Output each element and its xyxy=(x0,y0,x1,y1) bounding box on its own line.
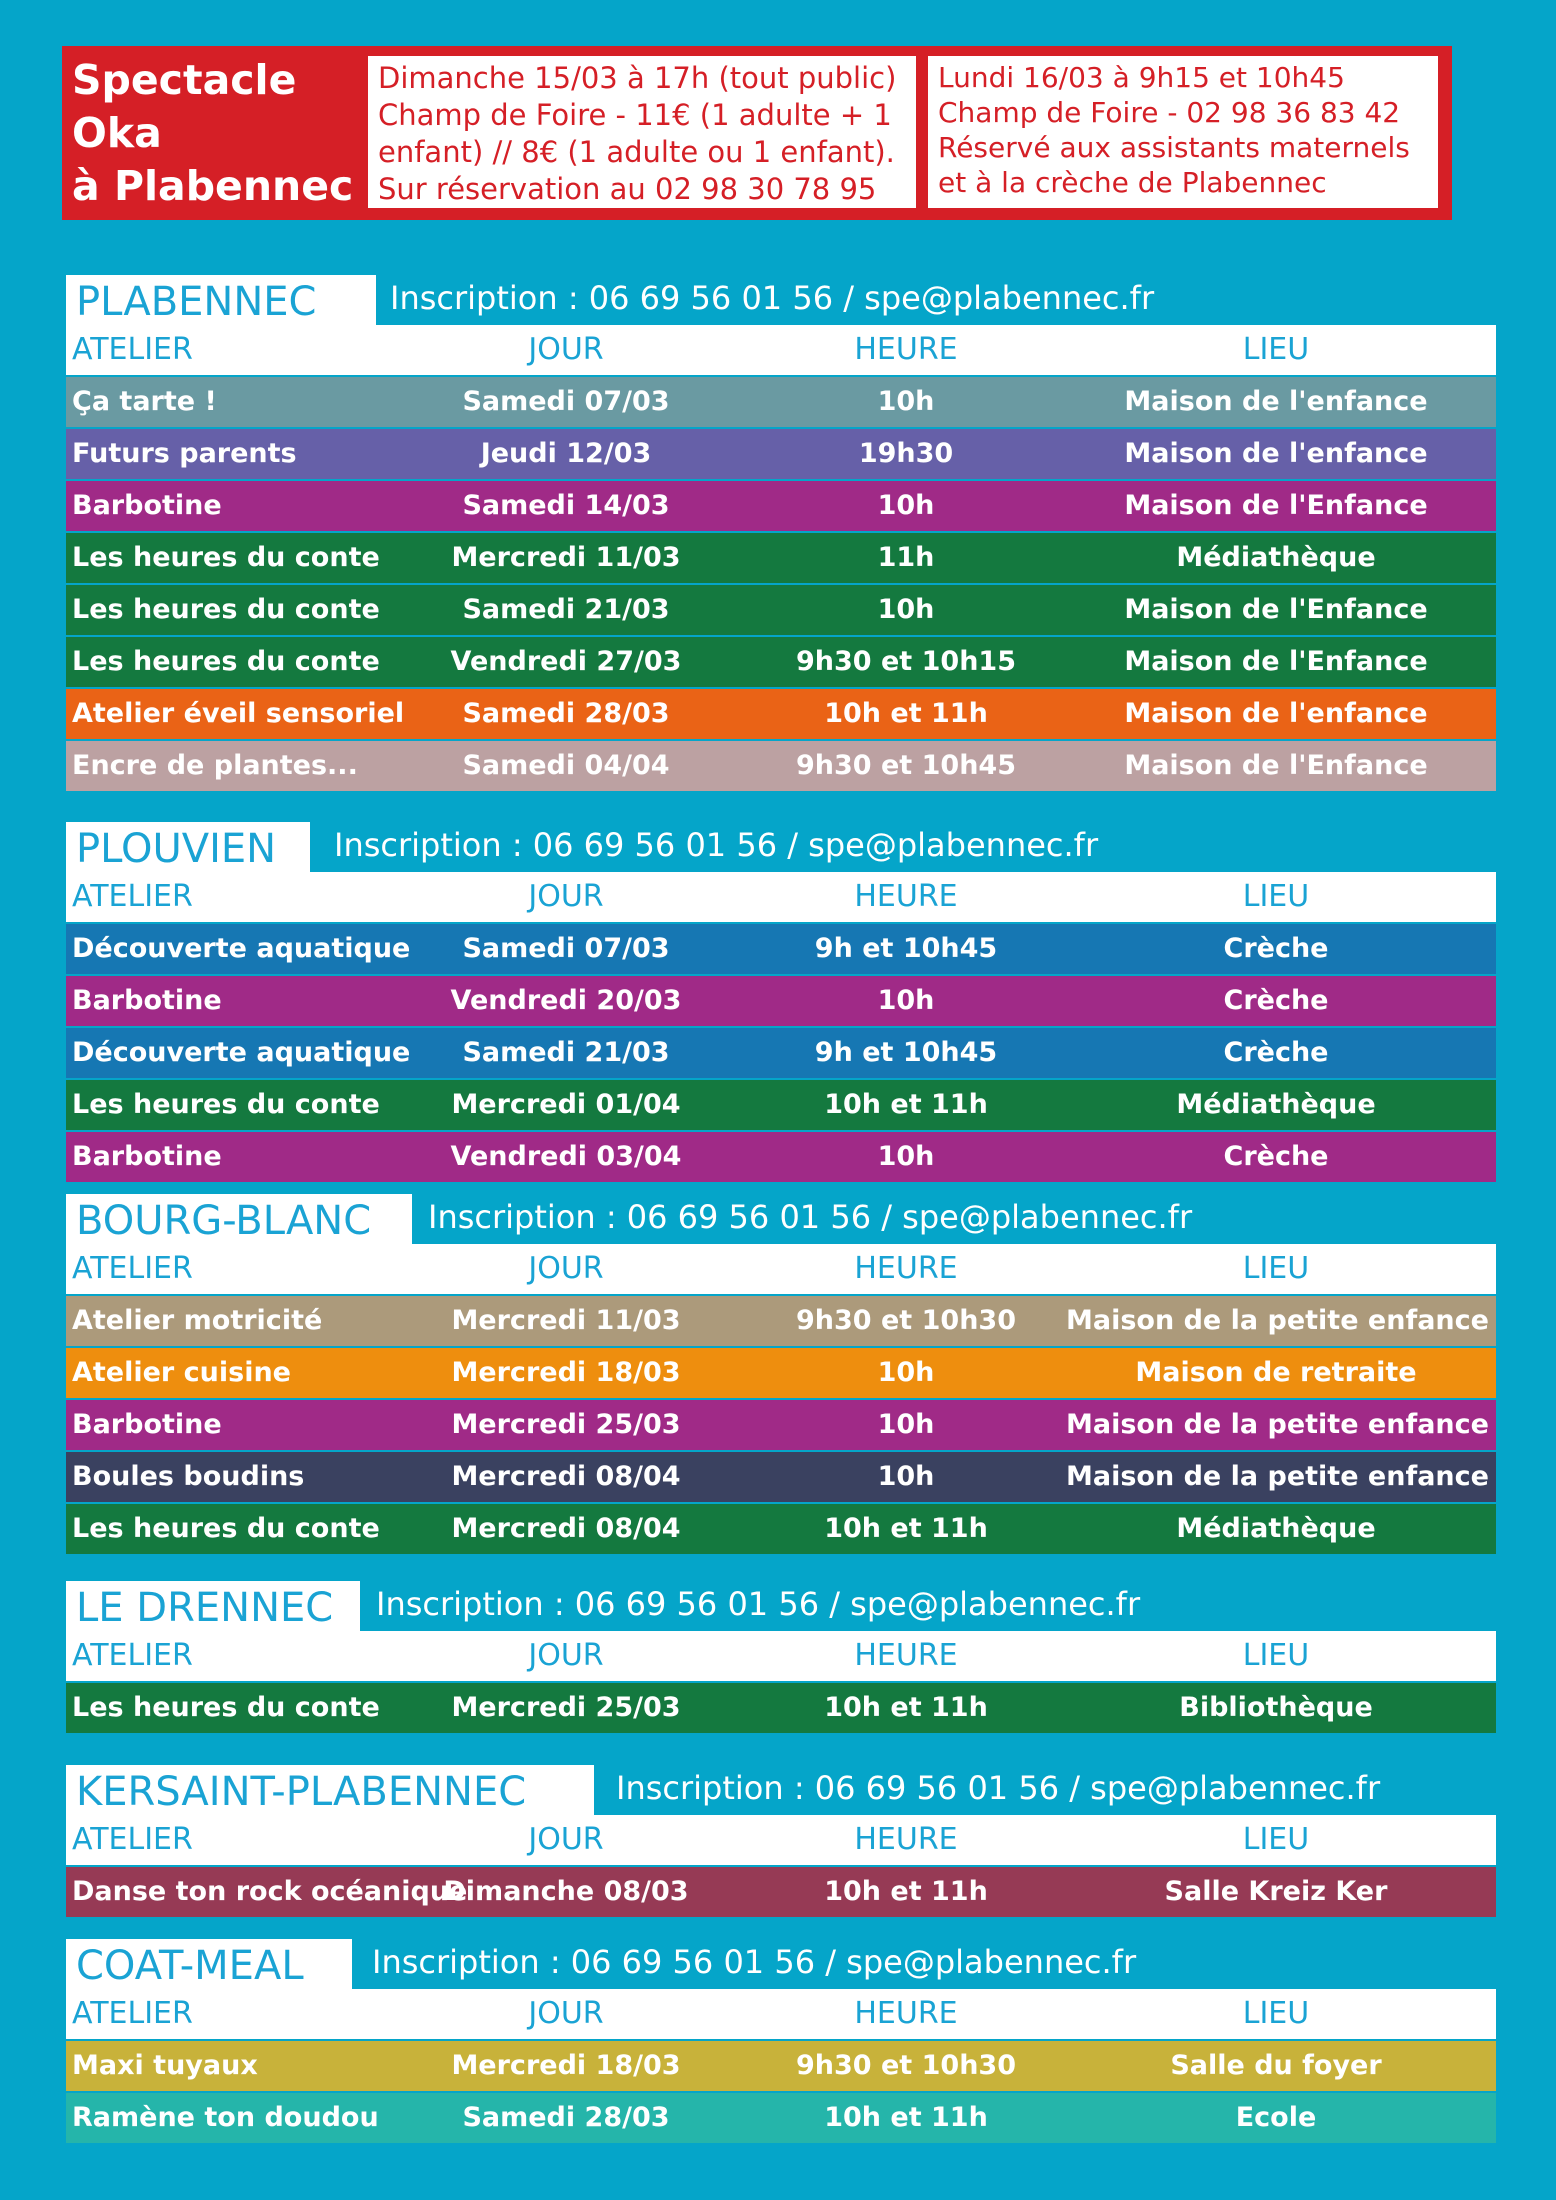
banner-title-line: à Plabennec xyxy=(72,162,354,210)
table-row xyxy=(66,976,1496,1026)
cell-jour: Mercredi 01/04 xyxy=(451,1089,681,1120)
cell-heure: 10h xyxy=(877,386,935,417)
column-header-atelier: ATELIER xyxy=(72,332,193,367)
cell-jour: Mercredi 11/03 xyxy=(451,542,681,573)
cell-heure: 9h30 et 10h30 xyxy=(796,2050,1016,2081)
column-header-lieu: LIEU xyxy=(1242,332,1310,367)
cell-atelier: Futurs parents xyxy=(72,438,297,469)
column-header-atelier: ATELIER xyxy=(72,1251,193,1286)
table-row xyxy=(66,429,1496,479)
cell-lieu: Maison de l'Enfance xyxy=(1124,646,1428,677)
table-row xyxy=(66,637,1496,687)
cell-atelier: Découverte aquatique xyxy=(72,1037,411,1068)
section-title: PLOUVIEN xyxy=(66,822,310,872)
table-row xyxy=(66,2041,1496,2091)
table-row xyxy=(66,1867,1496,1917)
banner-public-info xyxy=(368,56,916,208)
table-row xyxy=(66,1028,1496,1078)
cell-jour: Mercredi 25/03 xyxy=(451,1692,681,1723)
banner-title-line: Oka xyxy=(72,109,162,157)
banner-professional-info xyxy=(928,56,1438,208)
table-row xyxy=(66,2093,1496,2143)
cell-heure: 10h et 11h xyxy=(824,1692,988,1723)
cell-lieu: Maison de l'Enfance xyxy=(1124,490,1428,521)
cell-lieu: Maison de la petite enfance xyxy=(1066,1461,1489,1492)
cell-atelier: Les heures du conte xyxy=(72,542,380,573)
section-bourg-blanc xyxy=(66,1194,1496,1548)
cell-atelier: Les heures du conte xyxy=(72,1089,380,1120)
cell-jour: Samedi 21/03 xyxy=(462,594,670,625)
table-row xyxy=(66,1683,1496,1733)
cell-lieu: Bibliothèque xyxy=(1179,1692,1373,1723)
cell-jour: Samedi 14/03 xyxy=(462,490,670,521)
inscription-info: Inscription : 06 69 56 01 56 / spe@plabennec.fr xyxy=(376,1585,1141,1623)
table-row xyxy=(66,481,1496,531)
column-header-atelier: ATELIER xyxy=(72,1638,193,1673)
cell-lieu: Crèche xyxy=(1223,985,1329,1016)
cell-atelier: Atelier éveil sensoriel xyxy=(72,698,405,729)
inscription-info: Inscription : 06 69 56 01 56 / spe@plabennec.fr xyxy=(616,1769,1381,1807)
cell-jour: Dimanche 08/03 xyxy=(443,1876,689,1907)
cell-jour: Mercredi 08/04 xyxy=(451,1513,681,1544)
column-header-lieu: LIEU xyxy=(1242,1822,1310,1857)
cell-atelier: Les heures du conte xyxy=(72,646,380,677)
cell-heure: 10h et 11h xyxy=(824,1513,988,1544)
section-le-drennec xyxy=(66,1581,1496,1735)
column-header-jour: JOUR xyxy=(528,879,604,914)
cell-lieu: Salle du foyer xyxy=(1170,2050,1382,2081)
banner-info-line: Réservé aux assistants maternels xyxy=(938,131,1410,164)
column-header-lieu: LIEU xyxy=(1242,879,1310,914)
cell-heure: 10h et 11h xyxy=(824,1876,988,1907)
cell-jour: Samedi 28/03 xyxy=(462,2102,670,2133)
inscription-info: Inscription : 06 69 56 01 56 / spe@plabennec.fr xyxy=(372,1943,1137,1981)
cell-heure: 19h30 xyxy=(858,438,954,469)
section-title: LE DRENNEC xyxy=(66,1581,360,1631)
table-row xyxy=(66,1504,1496,1554)
column-header-lieu: LIEU xyxy=(1242,1638,1310,1673)
banner-title xyxy=(72,54,412,213)
cell-atelier: Les heures du conte xyxy=(72,1692,380,1723)
section-title: PLABENNEC xyxy=(66,275,376,325)
cell-jour: Mercredi 25/03 xyxy=(451,1409,681,1440)
table-row xyxy=(66,924,1496,974)
cell-atelier: Encre de plantes... xyxy=(72,750,358,781)
cell-lieu: Crèche xyxy=(1223,1037,1329,1068)
cell-jour: Samedi 07/03 xyxy=(462,386,670,417)
column-header-jour: JOUR xyxy=(528,1822,604,1857)
column-header-atelier: ATELIER xyxy=(72,879,193,914)
table-header xyxy=(66,1244,1496,1294)
table-row xyxy=(66,377,1496,427)
cell-lieu: Ecole xyxy=(1235,2102,1317,2133)
table-row xyxy=(66,1348,1496,1398)
column-header-heure: HEURE xyxy=(854,879,958,914)
cell-lieu: Maison de l'Enfance xyxy=(1124,750,1428,781)
cell-atelier: Maxi tuyaux xyxy=(72,2050,258,2081)
section-plouvien xyxy=(66,822,1496,1176)
spectacle-banner xyxy=(62,46,1452,220)
cell-atelier: Barbotine xyxy=(72,985,222,1016)
cell-lieu: Crèche xyxy=(1223,933,1329,964)
table-row xyxy=(66,741,1496,791)
table-header xyxy=(66,1989,1496,2039)
cell-jour: Samedi 04/04 xyxy=(462,750,670,781)
cell-jour: Vendredi 20/03 xyxy=(450,985,682,1016)
cell-atelier: Ça tarte ! xyxy=(72,386,217,417)
cell-atelier: Danse ton rock océanique xyxy=(72,1876,468,1907)
section-title: KERSAINT-PLABENNEC xyxy=(66,1765,594,1815)
cell-heure: 10h et 11h xyxy=(824,1089,988,1120)
section-plabennec xyxy=(66,275,1496,779)
cell-lieu: Maison de la petite enfance xyxy=(1066,1409,1489,1440)
section-title: COAT-MEAL xyxy=(66,1939,352,1989)
cell-lieu: Crèche xyxy=(1223,1141,1329,1172)
cell-lieu: Médiathèque xyxy=(1176,542,1376,573)
cell-heure: 10h xyxy=(877,1461,935,1492)
cell-lieu: Maison de retraite xyxy=(1135,1357,1417,1388)
table-header xyxy=(66,325,1496,375)
cell-lieu: Médiathèque xyxy=(1176,1089,1376,1120)
cell-heure: 10h xyxy=(877,594,935,625)
column-header-jour: JOUR xyxy=(528,1638,604,1673)
cell-jour: Mercredi 18/03 xyxy=(451,1357,681,1388)
cell-lieu: Maison de la petite enfance xyxy=(1066,1305,1489,1336)
cell-heure: 10h xyxy=(877,1141,935,1172)
section-coat-meal xyxy=(66,1939,1496,2143)
section-title: BOURG-BLANC xyxy=(66,1194,412,1244)
cell-jour: Samedi 21/03 xyxy=(462,1037,670,1068)
cell-atelier: Atelier cuisine xyxy=(72,1357,291,1388)
column-header-atelier: ATELIER xyxy=(72,1822,193,1857)
column-header-jour: JOUR xyxy=(528,1996,604,2031)
cell-jour: Mercredi 18/03 xyxy=(451,2050,681,2081)
table-row xyxy=(66,689,1496,739)
inscription-info: Inscription : 06 69 56 01 56 / spe@plabennec.fr xyxy=(334,826,1099,864)
banner-info-line: Champ de Foire - 11€ (1 adulte + 1 xyxy=(378,98,892,132)
cell-lieu: Maison de l'enfance xyxy=(1124,438,1428,469)
column-header-heure: HEURE xyxy=(854,1251,958,1286)
cell-atelier: Les heures du conte xyxy=(72,1513,380,1544)
cell-heure: 10h xyxy=(877,1409,935,1440)
cell-atelier: Ramène ton doudou xyxy=(72,2102,379,2133)
cell-heure: 9h30 et 10h30 xyxy=(796,1305,1016,1336)
column-header-lieu: LIEU xyxy=(1242,1996,1310,2031)
cell-lieu: Médiathèque xyxy=(1176,1513,1376,1544)
table-row xyxy=(66,1132,1496,1182)
banner-info-line: Lundi 16/03 à 9h15 et 10h45 xyxy=(938,61,1345,94)
table-row xyxy=(66,585,1496,635)
banner-info-line: enfant) // 8€ (1 adulte ou 1 enfant). xyxy=(378,135,895,169)
cell-jour: Samedi 07/03 xyxy=(462,933,670,964)
cell-heure: 10h xyxy=(877,490,935,521)
cell-heure: 9h30 et 10h45 xyxy=(796,750,1016,781)
cell-lieu: Maison de l'Enfance xyxy=(1124,594,1428,625)
cell-heure: 10h et 11h xyxy=(824,698,988,729)
cell-atelier: Barbotine xyxy=(72,1141,222,1172)
section-kersaint-plabennec xyxy=(66,1765,1496,1919)
table-row xyxy=(66,1296,1496,1346)
cell-jour: Vendredi 03/04 xyxy=(450,1141,682,1172)
column-header-jour: JOUR xyxy=(528,1251,604,1286)
cell-jour: Samedi 28/03 xyxy=(462,698,670,729)
cell-heure: 10h xyxy=(877,1357,935,1388)
cell-jour: Mercredi 08/04 xyxy=(451,1461,681,1492)
cell-jour: Jeudi 12/03 xyxy=(480,438,652,469)
banner-info-line: Sur réservation au 02 98 30 78 95 xyxy=(378,172,877,206)
column-header-heure: HEURE xyxy=(854,1996,958,2031)
cell-atelier: Les heures du conte xyxy=(72,594,380,625)
table-header xyxy=(66,1815,1496,1865)
cell-lieu: Salle Kreiz Ker xyxy=(1164,1876,1388,1907)
banner-info-line: et à la crèche de Plabennec xyxy=(938,166,1327,199)
table-row xyxy=(66,1080,1496,1130)
cell-heure: 10h et 11h xyxy=(824,2102,988,2133)
cell-atelier: Boules boudins xyxy=(72,1461,305,1492)
cell-heure: 11h xyxy=(877,542,935,573)
table-row xyxy=(66,1400,1496,1450)
inscription-info: Inscription : 06 69 56 01 56 / spe@plabennec.fr xyxy=(390,279,1155,317)
table-header xyxy=(66,872,1496,922)
column-header-heure: HEURE xyxy=(854,1822,958,1857)
cell-lieu: Maison de l'enfance xyxy=(1124,386,1428,417)
cell-heure: 9h et 10h45 xyxy=(814,933,998,964)
column-header-jour: JOUR xyxy=(528,332,604,367)
cell-jour: Vendredi 27/03 xyxy=(450,646,682,677)
table-row xyxy=(66,1452,1496,1502)
cell-atelier: Barbotine xyxy=(72,490,222,521)
cell-atelier: Barbotine xyxy=(72,1409,222,1440)
table-row xyxy=(66,533,1496,583)
column-header-heure: HEURE xyxy=(854,332,958,367)
banner-title-line: Spectacle xyxy=(72,56,297,104)
cell-heure: 10h xyxy=(877,985,935,1016)
column-header-atelier: ATELIER xyxy=(72,1996,193,2031)
banner-info-line: Champ de Foire - 02 98 36 83 42 xyxy=(938,96,1401,129)
cell-jour: Mercredi 11/03 xyxy=(451,1305,681,1336)
cell-atelier: Découverte aquatique xyxy=(72,933,411,964)
cell-heure: 9h et 10h45 xyxy=(814,1037,998,1068)
cell-atelier: Atelier motricité xyxy=(72,1305,323,1336)
cell-lieu: Maison de l'enfance xyxy=(1124,698,1428,729)
column-header-heure: HEURE xyxy=(854,1638,958,1673)
column-header-lieu: LIEU xyxy=(1242,1251,1310,1286)
banner-info-line: Dimanche 15/03 à 17h (tout public) xyxy=(378,61,897,95)
inscription-info: Inscription : 06 69 56 01 56 / spe@plabennec.fr xyxy=(428,1198,1193,1236)
table-header xyxy=(66,1631,1496,1681)
cell-heure: 9h30 et 10h15 xyxy=(796,646,1016,677)
